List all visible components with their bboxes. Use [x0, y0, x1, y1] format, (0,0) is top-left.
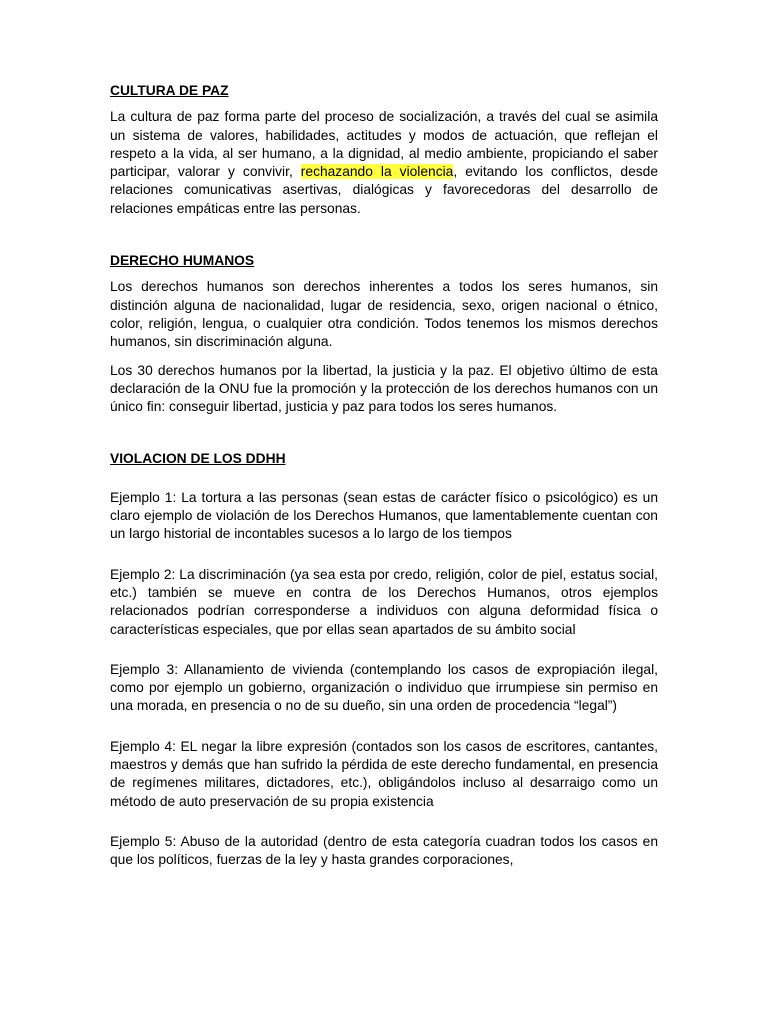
section-spacer [110, 477, 658, 489]
heading-cultura-de-paz: CULTURA DE PAZ [110, 83, 229, 98]
heading-violacion-ddhh: VIOLACION DE LOS DDHH [110, 451, 286, 467]
paragraph-derechos-1: Los derechos humanos son derechos inherentes a todos los seres humanos, sin distinción alguna de nacionalidad, lugar de residencia, sexo, origen nacional o étnico, color, religión, lengua, o cualquier otra condición. Todos tenemos los mismos derechos humanos, sin discriminación alguna. [110, 279, 658, 350]
paragraph-ejemplo-1: Ejemplo 1: La tortura a las personas (sean estas de carácter físico o psicológico) es un claro ejemplo de violación de los Derechos Humanos, que lamentablemente cuentan con un largo historial de incontables sucesos a lo largo de los tiempos [110, 489, 658, 542]
section-spacer [110, 821, 658, 833]
paragraph-ejemplo-5: Ejemplo 5: Abuso de la autoridad (dentro de esta categoría cuadran todos los casos en que los políticos, fuerzas de la ley y hasta grandes corporaciones, [110, 833, 658, 868]
cultura-text-after: , evitando los conflictos, desde relaciones comunicativas asertivas, dialógicas y favorecedoras del desarrollo de relaciones empáticas entre las personas. [110, 164, 658, 216]
paragraph-cultura-de-paz [110, 108, 658, 218]
section-spacer [110, 554, 658, 566]
section-spacer [110, 726, 658, 738]
highlighted-text: rechazando la violencia [300, 164, 454, 180]
section-spacer [110, 426, 658, 450]
paragraph-ejemplo-3: Ejemplo 3: Allanamiento de vivienda (contemplando los casos de expropiación ilegal, como por ejemplo un gobierno, organización o individuo que irrumpiese sin permiso en una morada, en presencia o no de su dueño, sin una orden de procedencia “legal”) [110, 661, 658, 714]
section-spacer [110, 649, 658, 661]
cultura-text-before: La cultura de paz forma parte del proceso de socialización, a través del cual se asimila un sistema de valores, habilidades, actitudes y modos de actuación, que reflejan el respeto a la vida, al ser humano, a la dignidad, al medio ambiente, propiciando el saber participar, valorar y convivir, [110, 109, 658, 180]
document-page [110, 82, 658, 880]
heading-derecho-humanos: DERECHO HUMANOS [110, 253, 255, 269]
section-spacer [110, 228, 658, 252]
paragraph-ejemplo-4: Ejemplo 4: EL negar la libre expresión (contados son los casos de escritores, cantantes, maestros y demás que han sufrido la pérdida de este derecho fundamental, en presencia de regímenes militares, dictadores, etc.), obligándolos incluso al desarraigo como un método de auto preservación de su propia existencia [110, 738, 658, 809]
paragraph-ejemplo-2: Ejemplo 2: La discriminación (ya sea esta por credo, religión, color de piel, estatus social, etc.) también se mueve en contra de los Derechos Humanos, otros ejemplos relacionados podrían corresponderse a individuos con alguna deformidad física o características especiales, que por ellas sean apartados de su ámbito social [110, 566, 658, 637]
paragraph-derechos-2: Los 30 derechos humanos por la libertad, la justicia y la paz. El objetivo último de esta declaración de la ONU fue la promoción y la protección de los derechos humanos con un único fin: conseguir libertad, justicia y paz para todos los seres humanos. [110, 362, 658, 415]
